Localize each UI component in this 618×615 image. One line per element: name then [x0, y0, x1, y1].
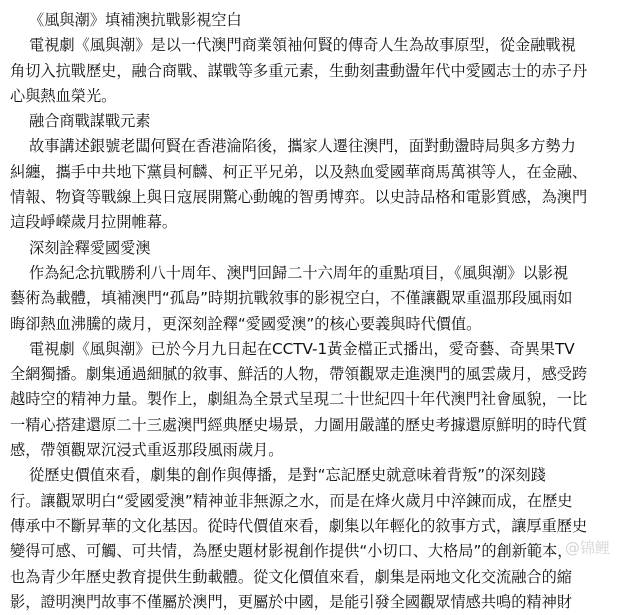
- text-line: 傳承中不斷昇華的文化基因。從時代價值來看，劇集以年輕化的敘事方式，讓厚重歷史: [10, 516, 588, 535]
- text-line: 作為紀念抗戰勝利八十周年、澳門回歸二十六周年的重點項目，《風與潮》以影視: [29, 263, 569, 282]
- text-line: 心與熱血榮光。: [10, 86, 117, 105]
- text-line: 角切入抗戰歷史，融合商戰、謀戰等多重元素，生動刻畫動盪年代中愛國志士的赤子丹: [10, 61, 588, 80]
- text-line: 電視劇《風與潮》是以一代澳門商業領袖何賢的傳奇人生為故事原型，從金融戰視: [29, 36, 576, 55]
- text-line: 影，證明澳門故事不僅屬於澳門，更屬於中國，是能引發全國觀眾情感共鳴的精神財: [10, 592, 572, 611]
- text-line: 也為青少年歷史教育提供生動載體。從文化價值來看，劇集是兩地文化交流融合的縮: [10, 567, 572, 586]
- text-line: 情報、物資等戰線上與日寇展開驚心動魄的智勇博弈。以史詩品格和電影質感，為澳門: [10, 188, 588, 207]
- text-line: 糾纏，攜手中共地下黨員柯麟、柯正平兄弟，以及熱血愛國華商馬萬祺等人，在金融、: [10, 162, 588, 181]
- text-line: 越時空的精神力量。製作上，劇組為全景式呈現二十世紀四十年代澳門社會風貌，一比: [10, 390, 588, 409]
- text-line: 全網獨播。劇集通過細膩的敘事、鮮活的人物，帶領觀眾走進澳門的風雲歲月，感受跨: [10, 365, 588, 384]
- text-line: 這段崢嶸歲月拉開帷幕。: [10, 213, 178, 232]
- text-line: 一精心搭建還原二十三處澳門經典歷史場景，力圖用嚴謹的歷史考據還原鮮明的時代質: [10, 415, 588, 434]
- text-line: 電視劇《風與潮》已於今月九日起在CCTV-1黃金檔正式播出，愛奇藝、奇異果TV: [29, 339, 575, 358]
- article-body: [10, 8, 610, 615]
- text-line: 故事講述銀號老闆何賢在香港淪陷後，攜家人遷往澳門，面對動盪時局與多方勢力: [29, 137, 576, 156]
- text-line: 晦卻熱血沸騰的歲月，更深刻詮釋“愛國愛澳”的核心要義與時代價值。: [10, 314, 482, 333]
- text-line: 藝術為載體，填補澳門“孤島”時期抗戰敘事的影視空白，不僅讓觀眾重溫那段風雨如: [10, 289, 573, 308]
- section-heading: 深刻詮釋愛國愛澳: [29, 238, 151, 257]
- section-heading: 《風與潮》填補澳抗戰影視空白: [29, 11, 242, 29]
- watermark: @锦鲤: [564, 539, 610, 557]
- text-line: 行。讓觀眾明白“愛國愛澳”精神並非無源之水，而是在烽火歲月中淬鍊而成，在歷史: [10, 491, 573, 510]
- text-line: 感，帶領觀眾沉浸式重返那段風雨歲月。: [10, 441, 284, 460]
- section-heading: 融合商戰謀戰元素: [29, 112, 151, 131]
- text-line: 變得可感、可觸、可共情，為歷史題材影視創作提供“小切口、大格局”的創新範本，: [10, 542, 573, 561]
- text-line: 從歷史價值來看，劇集的創作與傳播，是對“忘記歷史就意味着背叛”的深刻踐: [29, 466, 546, 485]
